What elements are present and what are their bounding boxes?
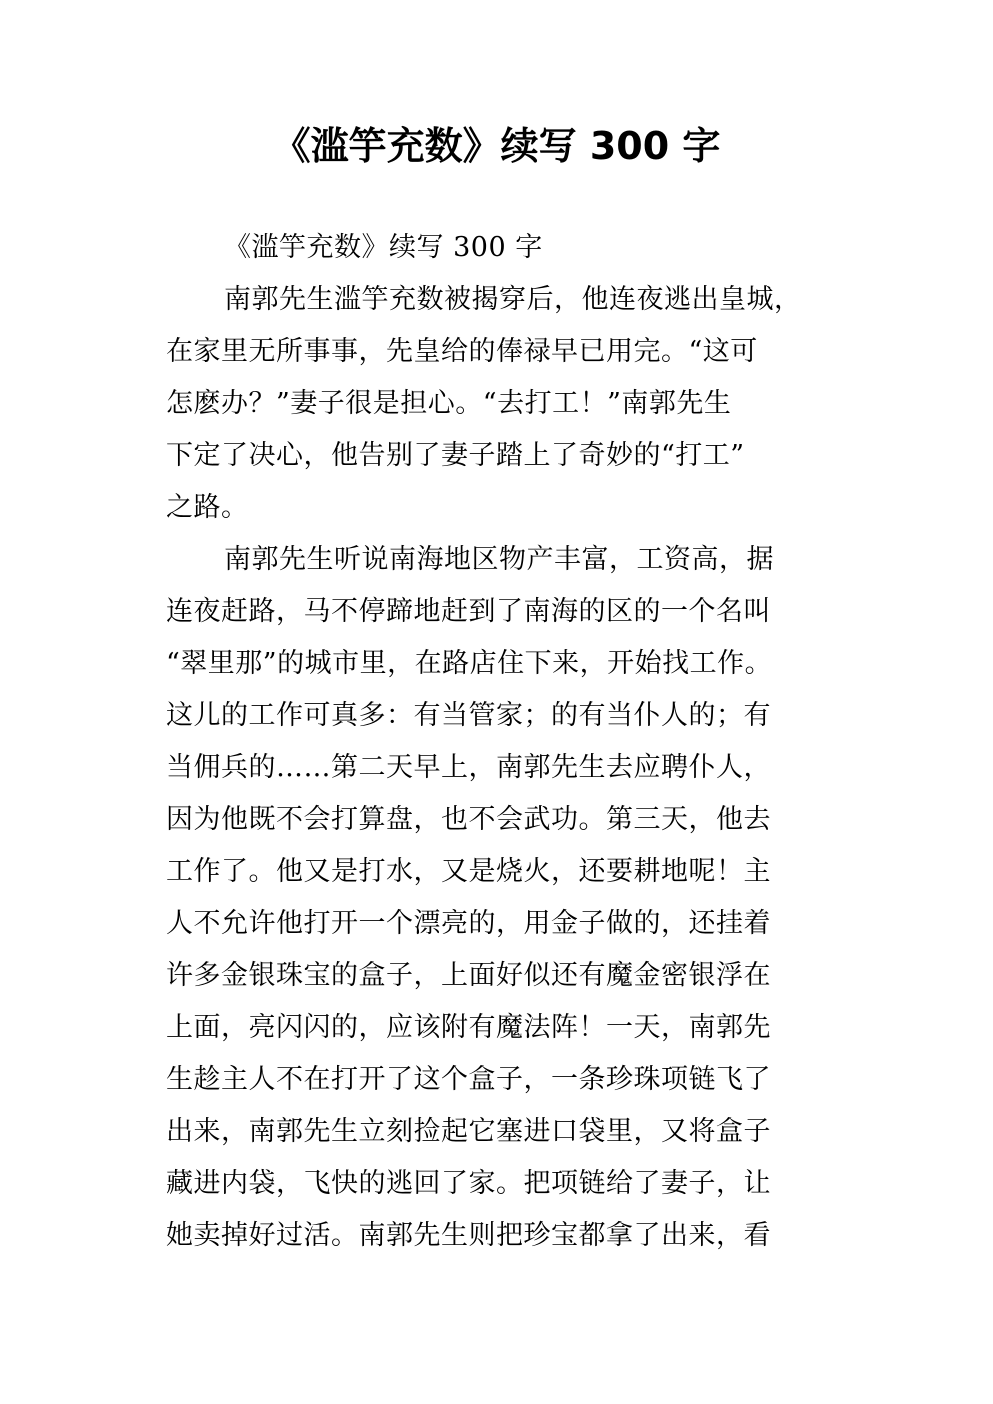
body-line: 下定了决心，他告别了妻子踏上了奇妙的“打工” (166, 440, 745, 471)
body-line: 她卖掉好过活。南郭先生则把珍宝都拿了出来，看 (166, 1220, 771, 1251)
body-line: 在家里无所事事，先皇给的俸禄早已用完。“这可 (166, 336, 758, 367)
body-line: 当佣兵的……第二天早上，南郭先生去应聘仆人， (166, 752, 771, 783)
body-line: 藏进内袋，飞快的逃回了家。把项链给了妻子，让 (166, 1168, 771, 1199)
body-line: “翠里那”的城市里，在路店住下来，开始找工作。 (166, 648, 773, 679)
body-line: 许多金银珠宝的盒子，上面好似还有魔金密银浮在 (166, 960, 771, 991)
body-line: 之路。 (166, 492, 249, 523)
body-line: 怎麽办？”妻子很是担心。“去打工！”南郭先生 (166, 388, 732, 419)
body-line: 南郭先生听说南海地区物产丰富，工资高，据 (224, 544, 774, 575)
body-line: 人不允许他打开一个漂亮的，用金子做的，还挂着 (166, 908, 771, 939)
body-line: 生趁主人不在打开了这个盒子，一条珍珠项链飞了 (166, 1064, 771, 1095)
document-title: 《滥竽充数》续写 300 字 (272, 124, 721, 168)
body-line: 南郭先生滥竽充数被揭穿后，他连夜逃出皇城， (224, 284, 802, 315)
body-line: 这儿的工作可真多：有当管家；的有当仆人的；有 (166, 700, 771, 731)
body-line: 《滥竽充数》续写 300 字 (224, 232, 543, 263)
body-line: 因为他既不会打算盘，也不会武功。第三天，他去 (166, 804, 771, 835)
document-body (166, 222, 846, 1262)
body-line: 出来，南郭先生立刻捡起它塞进口袋里，又将盒子 (166, 1116, 771, 1147)
body-line: 连夜赶路，马不停蹄地赶到了南海的区的一个名叫 (166, 596, 771, 627)
body-line: 工作了。他又是打水，又是烧火，还要耕地呢！主 (166, 856, 771, 887)
body-line: 上面，亮闪闪的，应该附有魔法阵！一天，南郭先 (166, 1012, 771, 1043)
